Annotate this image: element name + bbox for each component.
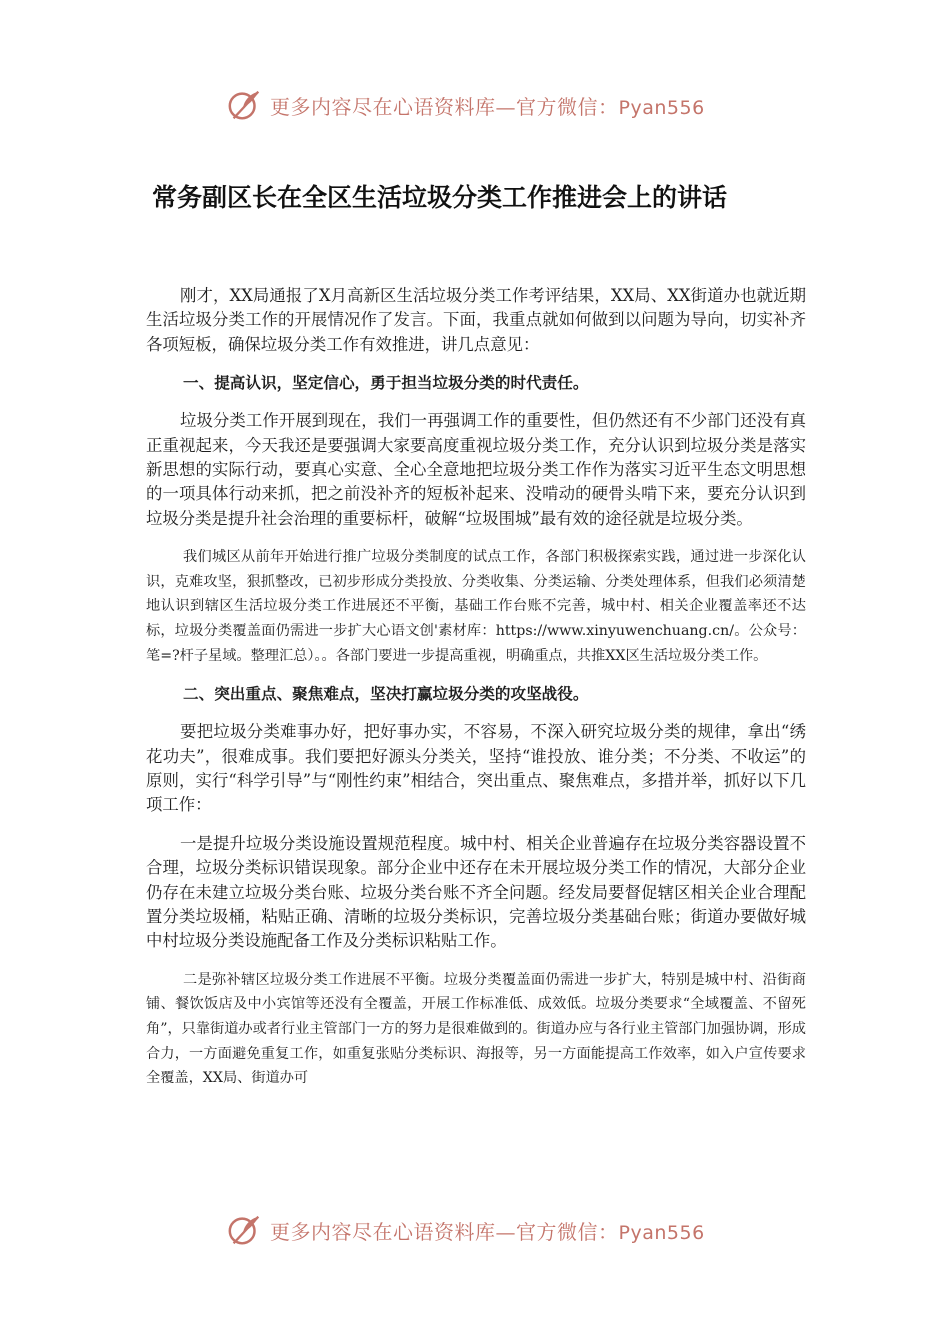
paragraph: 垃圾分类工作开展到现在，我们一再强调工作的重要性，但仍然还有不少部门还没有真正重视起来，今天我还是要强调大家要高度重视垃圾分类工作，充分认识到垃圾分类是落实新思想的实际行动，要真心实意、全心全意地把垃圾分类工作作为落实习近平生态文明思想的一项具体行动来抓，把之前没补齐的短板补起来、没啃动的硬骨头啃下来，要充分认识到垃圾分类是提升社会治理的重要标杆，破解“垃圾围城”最有效的途径就是垃圾分类。: [146, 411, 806, 528]
quill-logo-icon: [226, 1211, 264, 1249]
paragraph-intro: 刚才，XX局通报了X月高新区生活垃圾分类工作考评结果，XX局、XX街道办也就近期生活垃圾分类工作的开展情况作了发言。下面，我重点就如何做到以问题为导向，切实补齐各项短板，确保垃圾分类工作有效推进，讲几点意见：: [146, 286, 806, 354]
section-heading-1: 一、提高认识，坚定信心，勇于担当垃圾分类的时代责任。: [183, 374, 589, 393]
paragraph: 一是提升垃圾分类设施设置规范程度。城中村、相关企业普遍存在垃圾分类容器设置不合理，垃圾分类标识错误现象。部分企业中还存在未开展垃圾分类工作的情况，大部分企业仍存在未建立垃圾分类台账、垃圾分类台账不齐全问题。经发局要督促辖区相关企业合理配置分类垃圾桶，粘贴正确、清晰的垃圾分类标识，完善垃圾分类基础台账；街道办要做好城中村垃圾分类设施配备工作及分类标识粘贴工作。: [146, 833, 806, 951]
document-body: [146, 284, 806, 1105]
watermark-text: 更多内容尽在心语资料库—官方微信：Pyan556: [270, 94, 705, 119]
paragraph: 我们城区从前年开始进行推广垃圾分类制度的试点工作，各部门积极探索实践，通过进一步深化认识，克难攻坚，狠抓整改，已初步形成分类投放、分类收集、分类运输、分类处理体系，但我们必须清楚地认识到辖区生活垃圾分类工作进展还不平衡，基础工作台账不完善，城中村、相关企业覆盖率还不达标，垃圾分类覆盖面仍需进一步扩大心语文创'素材库：https://www.xinyuwenchuang.cn/。公众号：笔=?杆子星域。整理汇总）。。各部门要进一步提高重视，明确重点，共推XX区生活垃圾分类工作。: [146, 549, 806, 664]
paragraph: 二是弥补辖区垃圾分类工作进展不平衡。垃圾分类覆盖面仍需进一步扩大，特别是城中村、沿街商铺、餐饮饭店及中小宾馆等还没有全覆盖，开展工作标准低、成效低。垃圾分类要求“全域覆盖、不留死角”，只靠街道办或者行业主管部门一方的努力是很难做到的。街道办应与各行业主管部门加强协调，形成合力，一方面避免重复工作，如重复张贴分类标识、海报等，另一方面能提高工作效率，如入户宣传要求全覆盖，XX局、街道办可: [146, 971, 806, 1087]
watermark-text: 更多内容尽在心语资料库—官方微信：Pyan556: [270, 1219, 705, 1244]
page-title: 常务副区长在全区生活垃圾分类工作推进会上的讲话: [152, 183, 728, 212]
wechat-id: Pyan556: [618, 1221, 705, 1244]
paragraph: 要把垃圾分类难事办好，把好事办实，不容易，不深入研究垃圾分类的规律，拿出“绣花功夫”，很难成事。我们要把好源头分类关，坚持“谁投放、谁分类；不分类、不收运”的原则，实行“科学引导”与“刚性约束”相结合，突出重点、聚焦难点，多措并举，抓好以下几项工作：: [146, 722, 806, 815]
section-heading-2: 二、突出重点、聚焦难点，坚决打赢垃圾分类的攻坚战役。: [183, 685, 589, 704]
quill-logo-icon: [226, 86, 264, 124]
watermark-banner-top: [226, 80, 726, 130]
watermark-banner-bottom: [226, 1205, 726, 1255]
wechat-id: Pyan556: [618, 96, 705, 119]
